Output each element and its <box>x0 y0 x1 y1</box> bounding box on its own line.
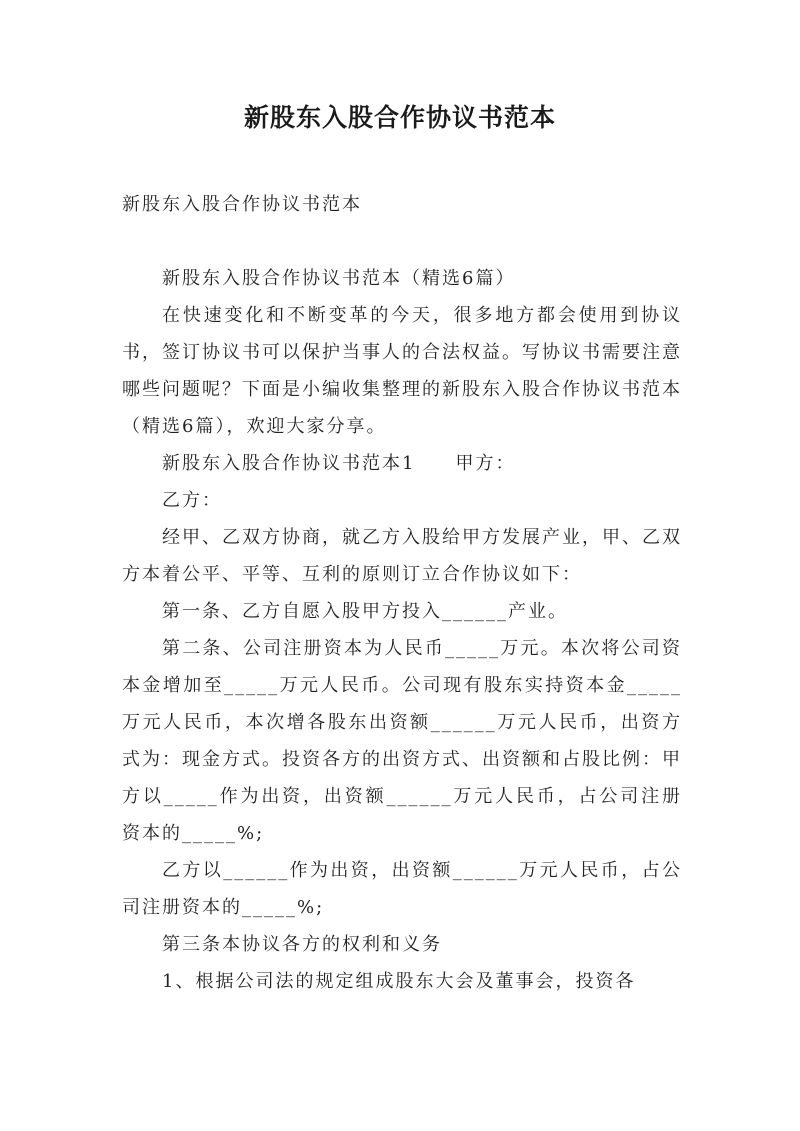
paragraph-article-2-party-b: 乙方以______作为出资，出资额______万元人民币，占公司注册资本的_____%; <box>122 860 682 918</box>
document-subtitle: 新股东入股合作协议书范本 <box>122 194 362 215</box>
paragraph-heading: 新股东入股合作协议书范本（精选6篇） <box>162 268 516 289</box>
document-title: 新股东入股合作协议书范本 <box>243 103 556 132</box>
paragraph-party-a: 新股东入股合作协议书范本1 甲方： <box>162 453 516 474</box>
document-body <box>122 260 682 1000</box>
paragraph-agreement-basis: 经甲、乙双方协商，就乙方入股给甲方发展产业，甲、乙双方本着公平、平等、互利的原则订立合作协议如下： <box>122 527 682 585</box>
paragraph-article-3-item-1: 1、根据公司法的规定组成股东大会及董事会，投资各 <box>162 971 636 992</box>
paragraph-intro: 在快速变化和不断变革的今天，很多地方都会使用到协议书，签订协议书可以保护当事人的合法权益。写协议书需要注意哪些问题呢？下面是小编收集整理的新股东入股合作协议书范本（精选6篇），欢迎大家分享。 <box>122 305 682 437</box>
paragraph-article-3: 第三条本协议各方的权利和义务 <box>162 934 442 955</box>
paragraph-article-2: 第二条、公司注册资本为人民币_____万元。本次将公司资本金增加至_____万元人民币。公司现有股东实持资本金_____万元人民币，本次增各股东出资额______万元人民币，出资方式为：现金方式。投资各方的出资方式、出资额和占股比例：甲方以_____作为出资，出资额______万元人民币，占公司注册资本的_____%; <box>122 638 682 844</box>
paragraph-article-1: 第一条、乙方自愿入股甲方投入______产业。 <box>162 601 568 622</box>
paragraph-party-b: 乙方： <box>162 490 222 511</box>
